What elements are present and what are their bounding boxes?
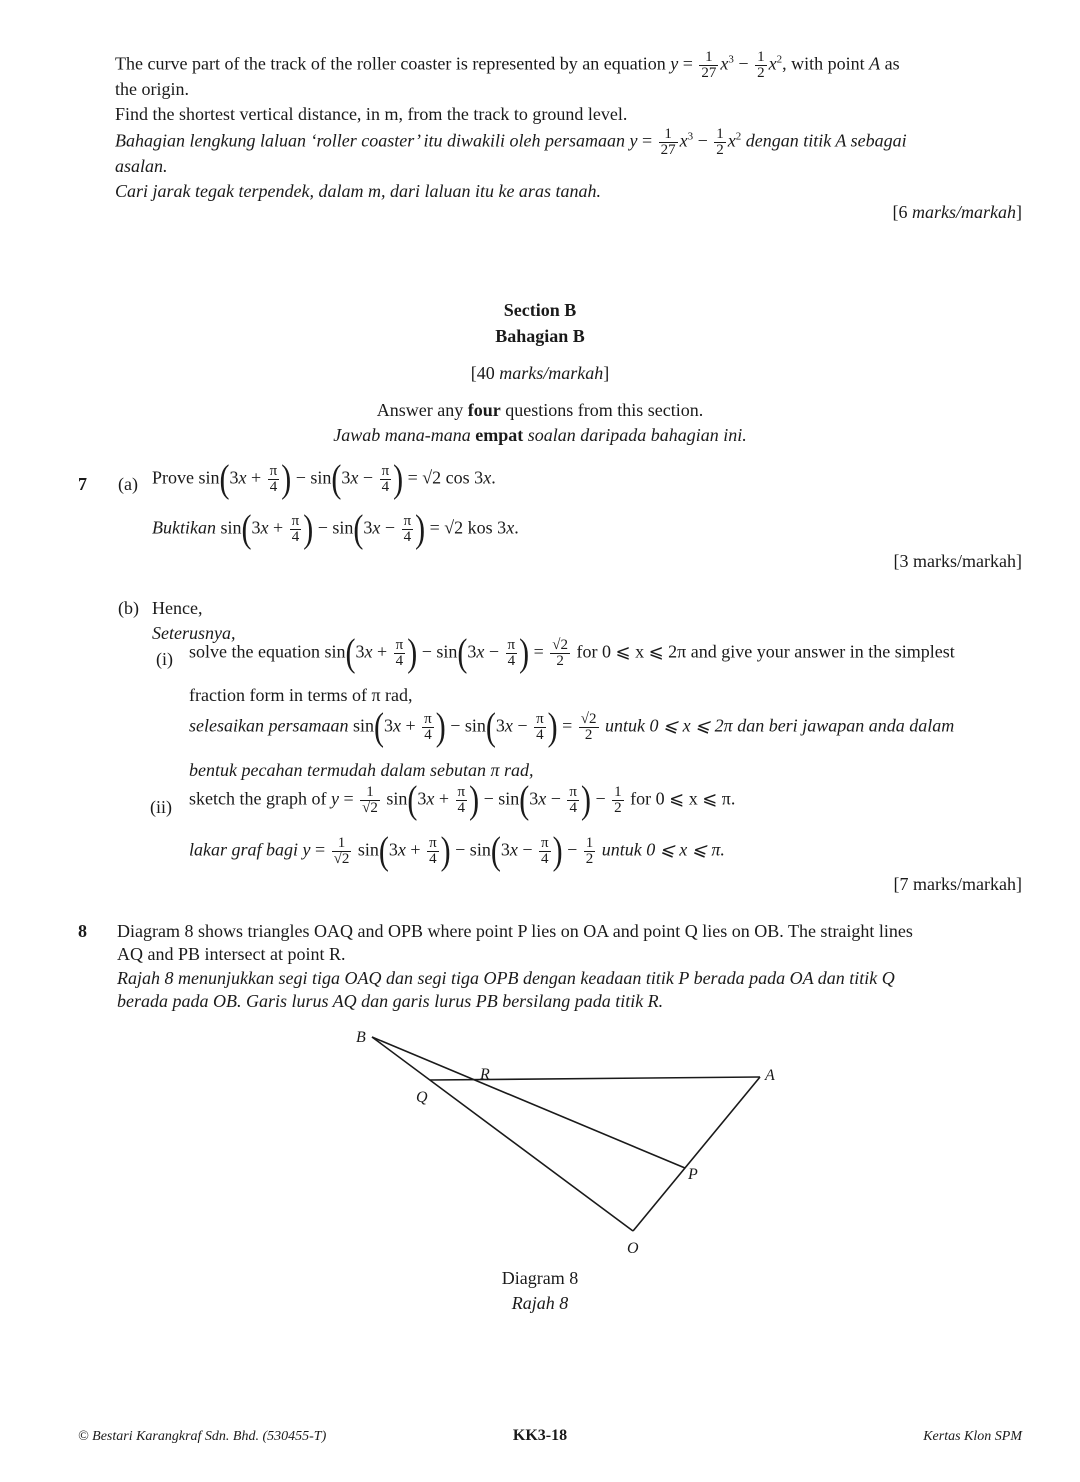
q7b-hence-ms: Seterusnya, [152, 623, 236, 643]
section-title-ms: Bahagian B [495, 326, 585, 346]
section-instruction: Answer any four questions from this section. [376, 400, 704, 420]
label-p: P [688, 1166, 698, 1183]
label-a: A [765, 1067, 775, 1084]
footer-title: Kertas Klon SPM [923, 1429, 1022, 1444]
q6-line3: Find the shortest vertical distance, in m, from the track to ground level. [115, 104, 628, 125]
section-instruction-ms: Jawab mana-mana empat soalan daripada bahagian ini. [333, 425, 747, 445]
q6-line2: the origin. [115, 79, 189, 99]
q7bi-text-2: fraction form in terms of π rad, [189, 685, 413, 705]
q6-line1: The curve part of the track of the roller coaster is represented by an equation y = $\frac{1}{27}$ $x^3$ − $\frac{1}{2}$ $x^2$, with point A as [115, 49, 900, 81]
footer-page-code: KK3-18 [512, 1427, 568, 1444]
section-marks: [40 marks/markah] [470, 363, 610, 383]
q7b-marks: [7 marks/markah] [893, 874, 1022, 894]
q7-number: 7 [78, 474, 87, 494]
q8-number: 8 [78, 921, 87, 941]
footer-copyright: © Bestari Karangkraf Sdn. Bhd. (530455-T) [78, 1429, 327, 1444]
diagram-caption-ms: Rajah 8 [511, 1293, 569, 1313]
q6-block [115, 50, 1025, 204]
q7a-label: (a) [118, 474, 138, 494]
label-o: O [627, 1240, 639, 1255]
q7b-hence: Hence, [152, 598, 203, 618]
q7bi-ms-2: bentuk pecahan termudah dalam sebutan π rad, [189, 760, 534, 780]
q7a-prove: Prove sin(3x + $\frac{\pi}{4}$ ) − sin(3x − $\frac{\pi}{4}$ ) = √2 cos 3x. [152, 457, 496, 501]
q7a-marks: [3 marks/markah] [893, 551, 1022, 571]
label-b: B [356, 1029, 366, 1046]
q6-ms-line1: Bahagian lengkung laluan ‘roller coaster’ itu diwakili oleh persamaan y = $\frac{1}{27}$ $x^3$ − $\frac{1}{2}$ $x^2$ dengan titik A sebagai [115, 125, 907, 158]
label-q: Q [416, 1089, 428, 1106]
q7bii-label: (ii) [150, 797, 172, 817]
q6-ms-line2: asalan. [115, 155, 168, 176]
label-r: R [480, 1066, 490, 1083]
q7bi-label: (i) [156, 649, 173, 669]
q7bii-ms: lakar graf bagi y = $\frac{1}{√2}$ sin(3x + $\frac{\pi}{4}$ ) − sin(3x − $\frac{\pi}{4}$ ) − $\frac{1}{2}$ untuk 0 ⩽ x ⩽ π. [189, 829, 725, 873]
q6-ms-line3: Cari jarak tegak terpendek, dalam m, dari laluan itu ke aras tanah. [115, 181, 601, 202]
q7bii-text: sketch the graph of y = $\frac{1}{√2}$ sin(3x + $\frac{\pi}{4}$ ) − sin(3x − $\frac{\pi}{4}$ ) − $\frac{1}{2}$ for 0 ⩽ x ⩽ π. [189, 778, 736, 822]
line-bo [372, 1037, 633, 1231]
q7a-buktikan: Buktikan sin(3x + $\frac{\pi}{4}$ ) − sin(3x − $\frac{\pi}{4}$ ) = √2 kos 3x. [152, 507, 519, 551]
diagram-caption: Diagram 8 [501, 1268, 579, 1288]
q7b-label: (b) [118, 598, 139, 618]
section-title: Section B [503, 300, 577, 320]
diagram-8 [340, 1025, 800, 1255]
q6-marks: [6 marks/markah] [892, 202, 1022, 222]
q8-text: Diagram 8 shows triangles OAQ and OPB where point P lies on OA and point Q lies on OB. The straight lines AQ and PB intersect at point R. Rajah 8 menunjukkan segi tiga OAQ dan segi tiga OPB dengan keadaan titik P berada pada OA dan titik Q berada pada OB. Garis lurus AQ dan garis lurus PB bersilang pada titik R. [117, 921, 913, 1012]
q7bi-ms: selesaikan persamaan sin(3x + $\frac{\pi}{4}$ ) − sin(3x − $\frac{\pi}{4}$ ) = $\frac{√2}{2}$ untuk 0 ⩽ x ⩽ 2π dan beri jawapan anda dalam [189, 705, 955, 749]
q7bi-text: solve the equation sin(3x + $\frac{\pi}{4}$ ) − sin(3x − $\frac{\pi}{4}$ ) = $\frac{√2}{2}$ for 0 ⩽ x ⩽ 2π and give your answer in the simplest [189, 631, 955, 675]
